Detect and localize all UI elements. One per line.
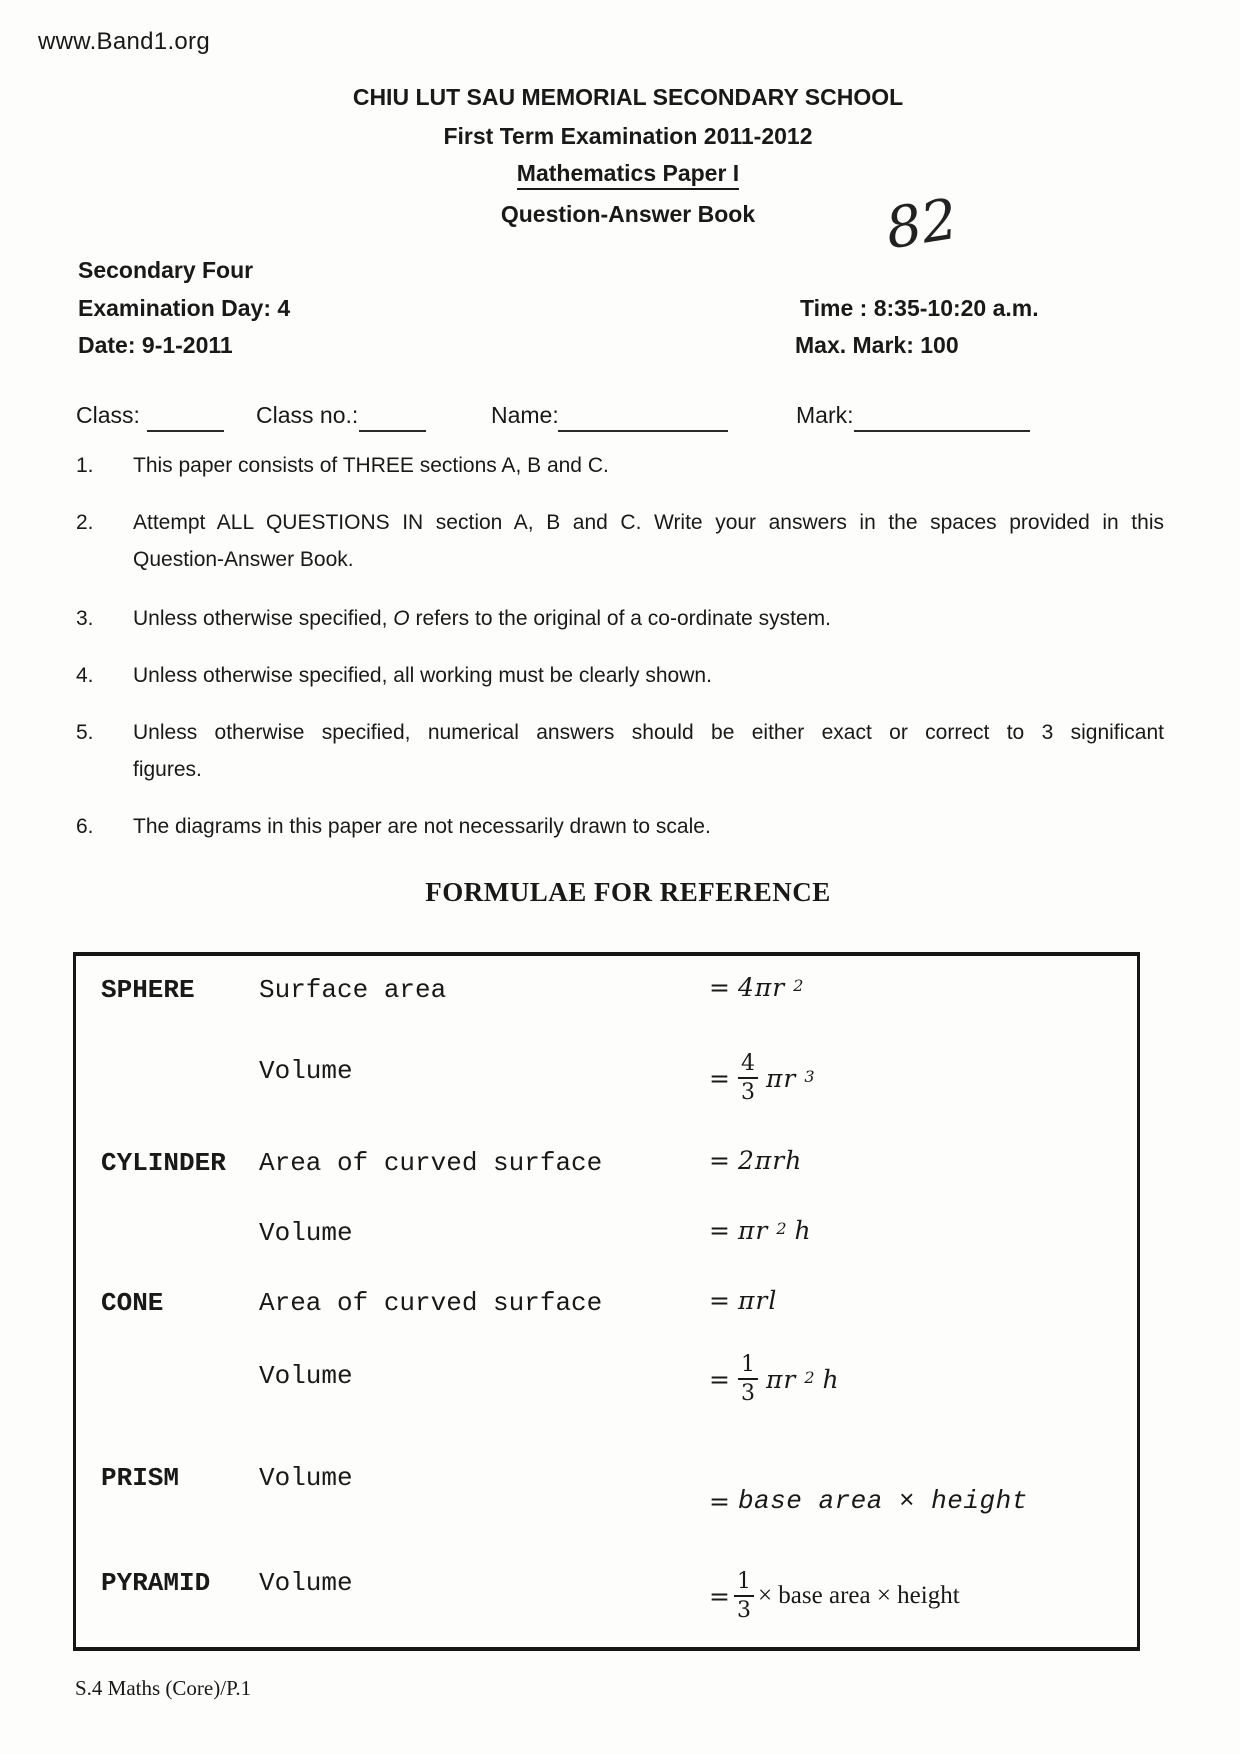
solid-name: SPHERE [101, 975, 195, 1005]
equals-sign: = [709, 1063, 730, 1093]
formulae-table [73, 952, 1140, 1651]
equals-sign: = [709, 1364, 730, 1394]
formula-body: 2πrh [737, 1146, 803, 1175]
handwritten-score: 82 [881, 186, 962, 263]
formula-body: πr [765, 1364, 797, 1394]
instruction-number: 4. [76, 664, 94, 687]
info-date: Date: 9-1-2011 [78, 332, 233, 358]
quantity-name: Area of curved surface [259, 1148, 603, 1178]
quantity-name: Volume [259, 1218, 353, 1248]
instruction-text-line1: Unless otherwise specified, numerical answers should be either exact or correct to 3 significant [133, 721, 1164, 744]
fraction-numerator: 1 [736, 1569, 751, 1594]
instruction-text [133, 607, 831, 631]
equals-sign: = [709, 1581, 730, 1611]
quantity-name: Volume [259, 1361, 353, 1391]
quantity-name: Volume [259, 1568, 353, 1598]
formula-body: πrl [737, 1286, 778, 1315]
instruction-text-line1: Attempt ALL QUESTIONS IN section A, B and C. Write your answers in the spaces provided in this [133, 511, 1164, 534]
equals-sign: = [709, 1286, 730, 1315]
fraction-denominator: 3 [734, 1595, 754, 1622]
instruction-number: 3. [76, 607, 94, 630]
mark-field-blank[interactable] [854, 429, 1030, 432]
solid-name: CONE [101, 1288, 164, 1318]
equals-sign: = [709, 973, 730, 1002]
formula-expression [709, 1353, 840, 1405]
watermark: www.Band1.org [38, 28, 210, 55]
instruction-text: Unless otherwise specified, all working must be clearly shown. [133, 664, 712, 687]
info-max-mark: Max. Mark: 100 [795, 332, 959, 358]
formula-tail: h [822, 1364, 840, 1394]
name-field-label: Name: [491, 402, 559, 428]
exam-title: First Term Examination 2011-2012 [443, 123, 813, 149]
fraction-denominator: 3 [738, 1378, 758, 1405]
quantity-name: Area of curved surface [259, 1288, 603, 1318]
school-name: CHIU LUT SAU MEMORIAL SECONDARY SCHOOL [352, 84, 904, 110]
page-footer-label: S.4 Maths (Core)/P.1 [75, 1676, 252, 1700]
formula-body: 4πr [737, 973, 786, 1002]
quantity-name: Surface area [259, 975, 447, 1005]
solid-name: PYRAMID [101, 1568, 211, 1598]
solid-name: CYLINDER [101, 1148, 226, 1178]
equals-sign: = [709, 1216, 730, 1245]
formula-exponent: 2 [804, 1367, 815, 1387]
formula-expression [709, 1570, 960, 1622]
mark-field-label: Mark: [796, 402, 854, 428]
info-time: Time : 8:35-10:20 a.m. [800, 295, 1039, 321]
instruction-number: 1. [76, 454, 94, 477]
fraction [734, 1570, 754, 1622]
fraction-numerator: 4 [740, 1051, 755, 1076]
formulae-section-title: FORMULAE FOR REFERENCE [425, 877, 831, 907]
instruction-text-post: refers to the original of a co-ordinate system. [409, 607, 832, 630]
paper-title-text: Mathematics Paper I [517, 160, 739, 190]
formula-body: πr [737, 1216, 769, 1245]
info-exam-day: Examination Day: 4 [78, 295, 291, 321]
equals-sign: = [709, 1486, 730, 1516]
class-field-label: Class: [76, 402, 140, 428]
formula-exponent: 3 [804, 1066, 815, 1086]
formula-tail: h [794, 1216, 812, 1245]
instruction-text-pre: Unless otherwise specified, [133, 607, 394, 630]
equals-sign: = [709, 1146, 730, 1175]
fraction-denominator: 3 [738, 1077, 758, 1104]
class-no-field-blank[interactable] [359, 429, 426, 432]
instruction-number: 6. [76, 815, 94, 838]
solid-name: PRISM [101, 1463, 180, 1493]
info-secondary-level: Secondary Four [78, 257, 254, 283]
fraction [738, 1052, 758, 1104]
instruction-text: This paper consists of THREE sections A, B and C. [133, 454, 609, 477]
fraction-numerator: 1 [740, 1352, 755, 1377]
instruction-text-line2: figures. [133, 758, 202, 781]
formula-body: base area × height [737, 1486, 1028, 1516]
quantity-name: Volume [259, 1056, 353, 1086]
book-title: Question-Answer Book [500, 201, 756, 227]
formula-expression [709, 1146, 802, 1175]
paper-title [10, 160, 1240, 187]
formula-expression [709, 1052, 815, 1104]
class-no-field-label: Class no.: [256, 402, 359, 428]
formula-expression [709, 1286, 777, 1315]
origin-symbol: O [393, 607, 410, 630]
instruction-number: 5. [76, 721, 94, 744]
formula-expression [709, 973, 803, 1002]
formula-expression [709, 1216, 812, 1245]
instruction-text-line2: Question-Answer Book. [133, 548, 354, 571]
name-field-blank[interactable] [558, 429, 728, 432]
formula-expression [709, 1486, 1028, 1516]
formula-exponent: 2 [776, 1219, 787, 1238]
formula-body: πr [765, 1063, 797, 1093]
formula-tail: × base area × height [757, 1582, 960, 1610]
class-field-blank[interactable] [147, 429, 224, 432]
quantity-name: Volume [259, 1463, 353, 1493]
formula-exponent: 2 [793, 976, 804, 995]
instruction-text: The diagrams in this paper are not necessarily drawn to scale. [133, 815, 711, 838]
instruction-number: 2. [76, 511, 94, 534]
fraction [738, 1353, 758, 1405]
